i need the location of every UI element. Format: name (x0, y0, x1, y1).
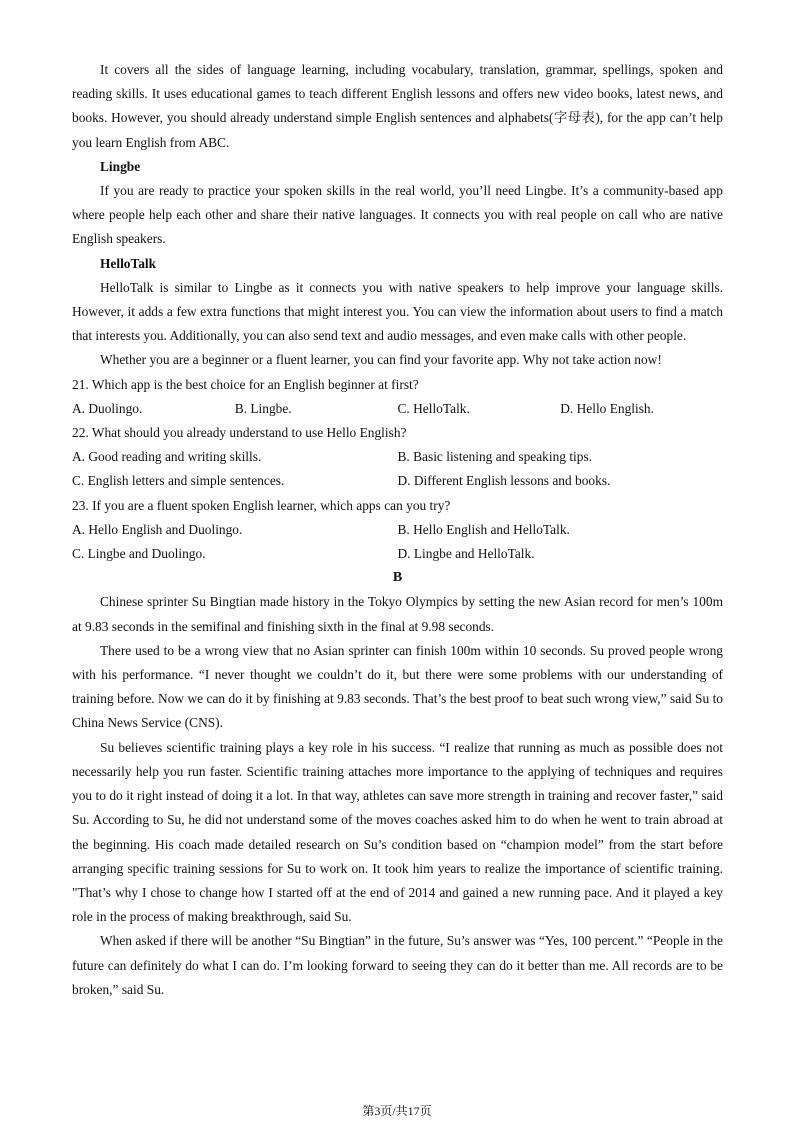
passage-a-intro-paragraph: It covers all the sides of language learning, including vocabulary, translation, grammar, spellings, spoken and reading skills. It uses educational games to teach different English lessons and offers new video books, latest news, and books. However, you should already understand simple English sentences and alphabets(字母表), for the app can’t help you learn English from ABC. (72, 62, 723, 150)
question-21-option-d: D. Hello English. (560, 400, 654, 416)
question-21-option-a: A. Duolingo. (72, 400, 143, 416)
question-23-option-d: D. Lingbe and HelloTalk. (397, 546, 535, 562)
question-22-option-c: C. English letters and simple sentences. (72, 473, 285, 489)
section-b-label: B (392, 570, 403, 586)
question-22-options-row-2 (72, 469, 723, 493)
question-23-stem: 23. If you are a fluent spoken English learner, which apps can you try? (72, 497, 451, 513)
document-page (72, 58, 723, 1002)
question-23-option-a: A. Hello English and Duolingo. (72, 521, 243, 537)
closing-paragraph: Whether you are a beginner or a fluent learner, you can find your favorite app. Why not take action now! (100, 352, 662, 368)
question-23-options-row-1 (72, 518, 723, 542)
question-21-options (72, 397, 723, 421)
question-22-options-row-1 (72, 445, 723, 469)
passage-b-paragraph-3: Su believes scientific training plays a key role in his success. “I realize that running as much as possible does not necessarily help you run faster. Scientific training attaches more importance to the applying of techniques and requires you to do it right instead of doing it a lot. In that way, athletes can save more strength in training and recover faster,” said Su. According to Su, he did not understand some of the moves coaches asked him to do when he went to train abroad at the beginning. His coach made detailed research on Su’s condition based on “champion model” from the start before arranging specific training sessions for Su to work on. It took him years to realize the importance of scientific training. "That’s why I chose to change how I started off at the end of 2014 and gained a new running pace. And it played a key role in the process of making breakthrough, said Su. (72, 739, 723, 925)
hellotalk-heading: HelloTalk (100, 255, 157, 271)
question-22-option-a: A. Good reading and writing skills. (72, 449, 262, 465)
question-22-option-d: D. Different English lessons and books. (397, 473, 611, 489)
question-23-options-row-2 (72, 542, 723, 566)
question-21-stem: 21. Which app is the best choice for an English beginner at first? (72, 376, 419, 392)
question-22-option-b: B. Basic listening and speaking tips. (397, 449, 593, 465)
passage-b-paragraph-4: When asked if there will be another “Su Bingtian” in the future, Su’s answer was “Yes, 100 percent.” “People in the future can definitely do what I can do. I’m looking forward to seeing they can do it better than me. All records are to be broken,” said Su. (72, 933, 723, 997)
question-22-stem: 22. What should you already understand to use Hello English? (72, 425, 407, 441)
lingbe-paragraph: If you are ready to practice your spoken skills in the real world, you’ll need Lingbe. It’s a community-based app where people help each other and share their native languages. It connects you with real people on call who are native English speakers. (72, 183, 723, 247)
lingbe-heading: Lingbe (100, 158, 141, 174)
page-number-footer: 第3页/共17页 (362, 1104, 432, 1118)
passage-b-paragraph-2: There used to be a wrong view that no Asian sprinter can finish 100m within 10 seconds. Su proved people wrong with his performance. “I never thought we couldn’t do it, but there were some problems with our understanding of training before. Now we can do it by finishing at 9.83 seconds. That’s the best proof to beat such wrong view,” said Su to China News Service (CNS). (72, 642, 723, 731)
question-23-option-b: B. Hello English and HelloTalk. (397, 521, 570, 537)
question-23-option-c: C. Lingbe and Duolingo. (72, 546, 206, 562)
question-21-option-b: B. Lingbe. (234, 400, 292, 416)
passage-b-paragraph-1: Chinese sprinter Su Bingtian made history in the Tokyo Olympics by setting the new Asian record for men’s 100m at 9.83 seconds in the semifinal and finishing sixth in the final at 9.98 seconds. (72, 594, 723, 634)
question-21-option-c: C. HelloTalk. (397, 400, 470, 416)
hellotalk-paragraph: HelloTalk is similar to Lingbe as it connects you with native speakers to help improve your language skills. However, it adds a few extra functions that might interest you. You can view the information about users to find a match that interests you. Additionally, you can also send text and audio messages, and even make calls with other people. (72, 279, 723, 344)
